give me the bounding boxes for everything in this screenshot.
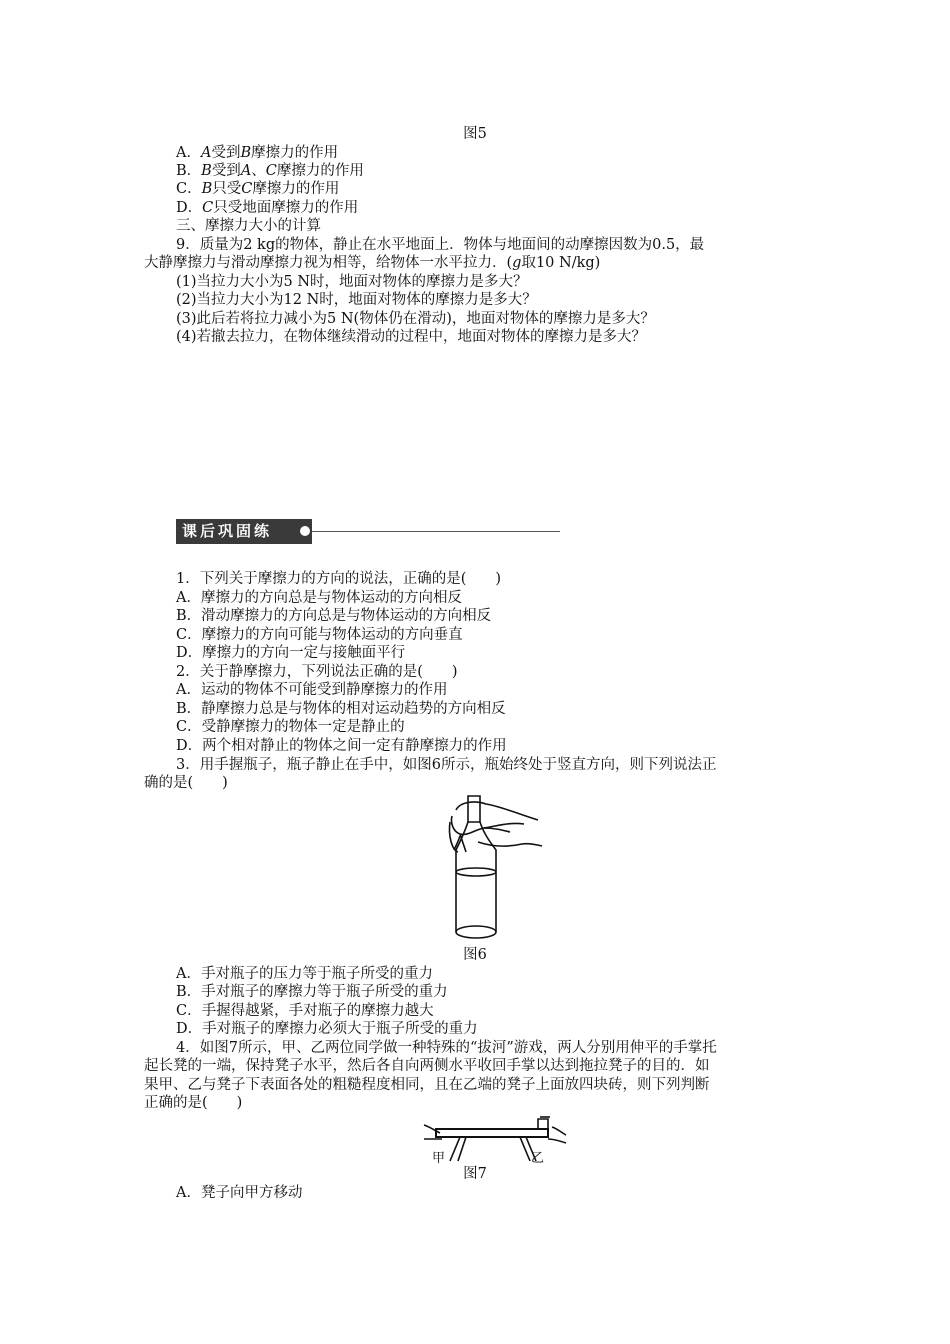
banner-title: 课后巩固练 — [176, 519, 312, 544]
q3-stem-line1: 3．用手握瓶子，瓶子静止在手中，如图6所示，瓶始终处于竖直方向，则下列说法正 — [176, 757, 717, 773]
q8-option-d: D．C只受地面摩擦力的作用 — [176, 200, 359, 216]
q3-option-c: C．手握得越紧，手对瓶子的摩擦力越大 — [176, 1003, 434, 1019]
q4-stem-line4: 正确的是( ) — [144, 1095, 243, 1111]
q3-stem-line2: 确的是( ) — [144, 775, 228, 791]
q4-stem-line3: 果甲、乙与凳子下表面各处的粗糙程度相同，且在乙端的凳子上面放四块砖，则下列判断 — [144, 1077, 710, 1093]
q2-option-c: C．受静摩擦力的物体一定是静止的 — [176, 719, 405, 735]
q1-option-b: B．滑动摩擦力的方向总是与物体运动的方向相反 — [176, 608, 492, 624]
q4-stem-line2: 起长凳的一端，保持凳子水平，然后各自向两侧水平收回手掌以达到拖拉凳子的目的．如 — [144, 1058, 710, 1074]
q8-option-a: A．A受到B摩擦力的作用 — [176, 145, 339, 161]
q9-sub-4: (4)若撤去拉力，在物体继续滑动的过程中，地面对物体的摩擦力是多大？ — [176, 329, 647, 345]
q3-option-b: B．手对瓶子的摩擦力等于瓶子所受的重力 — [176, 984, 448, 1000]
section-banner — [176, 519, 561, 545]
q1-option-d: D．摩擦力的方向一定与接触面平行 — [176, 645, 406, 661]
banner-rule — [312, 531, 560, 532]
q2-option-b: B．静摩擦力总是与物体的相对运动趋势的方向相反 — [176, 701, 506, 717]
q4-option-a: A．凳子向甲方移动 — [176, 1185, 303, 1201]
banner-dot-icon — [300, 526, 310, 536]
q2-option-a: A．运动的物体不可能受到静摩擦力的作用 — [176, 682, 448, 698]
q3-option-a: A．手对瓶子的压力等于瓶子所受的重力 — [176, 966, 433, 982]
q9-stem-line1: 9．质量为2 kg的物体，静止在水平地面上．物体与地面间的动摩擦因数为0.5，最 — [176, 237, 705, 253]
q1-option-a: A．摩擦力的方向总是与物体运动的方向相反 — [176, 590, 462, 606]
figure-7-label-jia: 甲 — [432, 1151, 446, 1166]
q8-option-b: B．B受到A、C摩擦力的作用 — [176, 163, 364, 179]
q3-option-d: D．手对瓶子的摩擦力必须大于瓶子所受的重力 — [176, 1021, 478, 1037]
q9-stem-line2: 大静摩擦力与滑动摩擦力视为相等，给物体一水平拉力．(g取10 N/kg) — [144, 255, 601, 271]
q9-sub-2: (2)当拉力大小为12 N时，地面对物体的摩擦力是多大？ — [176, 292, 537, 308]
figure-7-label-yi: 乙 — [531, 1151, 545, 1166]
q2-option-d: D．两个相对静止的物体之间一定有静摩擦力的作用 — [176, 738, 507, 754]
figure-5-caption: 图5 — [463, 126, 487, 142]
q1-stem: 1．下列关于摩擦力的方向的说法，正确的是( ) — [176, 571, 502, 587]
q8-option-c: C．B只受C摩擦力的作用 — [176, 181, 340, 197]
figure-7-caption: 图7 — [463, 1166, 487, 1182]
section-3-heading: 三、摩擦力大小的计算 — [176, 218, 321, 234]
q2-stem: 2．关于静摩擦力，下列说法正确的是( ) — [176, 664, 458, 680]
q9-sub-3: (3)此后若将拉力减小为5 N(物体仍在滑动)，地面对物体的摩擦力是多大？ — [176, 311, 655, 327]
figure-6-bottle-illustration — [438, 792, 544, 944]
q9-sub-1: (1)当拉力大小为5 N时，地面对物体的摩擦力是多大？ — [176, 274, 528, 290]
figure-6-caption: 图6 — [463, 947, 487, 963]
q4-stem-line1: 4．如图7所示，甲、乙两位同学做一种特殊的“拔河”游戏，两人分别用伸平的手掌托 — [176, 1040, 717, 1056]
q1-option-c: C．摩擦力的方向可能与物体运动的方向垂直 — [176, 627, 463, 643]
